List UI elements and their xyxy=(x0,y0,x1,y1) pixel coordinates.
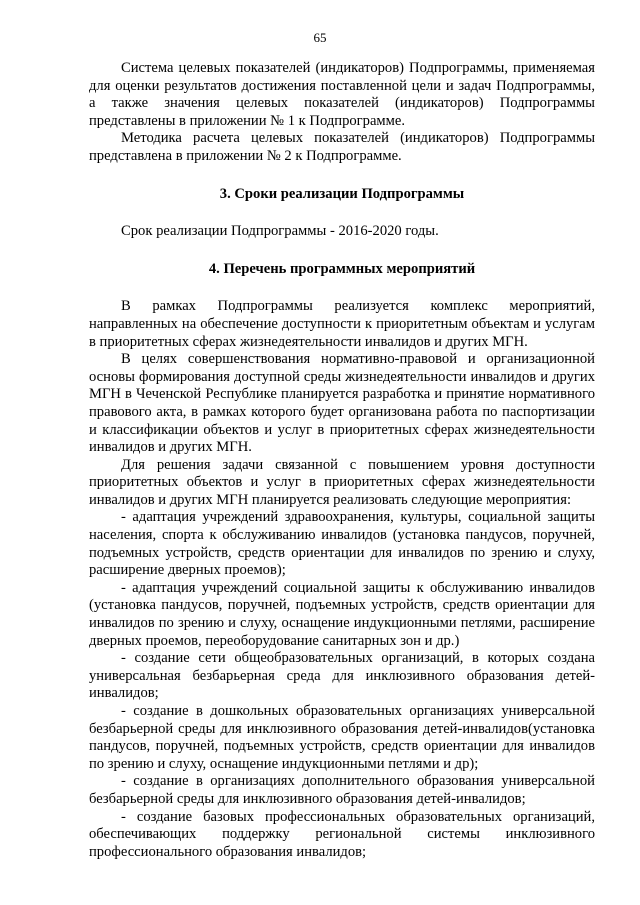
page-content xyxy=(89,60,595,861)
page-number: 65 xyxy=(313,30,327,45)
list-item-professional-education: - создание базовых профессиональных образовательных организаций, обеспечивающих поддержку региональной системы инклюзивного профессионального образования инвалидов; xyxy=(89,808,595,860)
paragraph-measures-intro: В рамках Подпрограммы реализуется комплекс мероприятий, направленных на обеспечение доступности к приоритетным объектам и услугам в приоритетных сферах жизнедеятельности инвалидов и других МГН. xyxy=(89,298,595,350)
paragraph-implementation-period: Срок реализации Подпрограммы - 2016-2020 годы. xyxy=(121,223,439,240)
section-3-heading: 3. Сроки реализации Подпрограммы xyxy=(219,185,465,202)
paragraph-task-solution: Для решения задачи связанной с повышением уровня доступности приоритетных объектов и услуг в приоритетных сферах жизнедеятельности инвалидов и других МГН планируется реализовать следующие мероприятия: xyxy=(89,456,595,508)
list-item-preschool-environment: - создание в дошкольных образовательных организациях универсальной безбарьерной среды для инклюзивного образования детей-инвалидов(установка пандусов, поручней, подъемных устройств, средств ориентации для инвалидов по зрению и слуху, оснащение индукционными петлями и др); xyxy=(89,703,595,772)
paragraph-indicators-method: Методика расчета целевых показателей (индикаторов) Подпрограммы представлена в приложении № 2 к Подпрограмме. xyxy=(89,130,595,164)
list-item-adaptation-social-protection: - адаптация учреждений социальной защиты к обслуживанию инвалидов (установка пандусов, поручней, подъемных устройств, средств ориентации для инвалидов по зрению и слуху, оснащение индукционными петлями, расширение дверных проемов, переоборудование санитарных зон и др.) xyxy=(89,579,595,649)
paragraph-regulatory-framework: В целях совершенствования нормативно-правовой и организационной основы формирования доступной среды жизнедеятельности инвалидов и других МГН в Чеченской Республике планируется разработка и принятие нормативного правового акта, в рамках которого будет организована работа по паспортизации и классификации объектов и услуг в приоритетных сферах жизнедеятельности инвалидов и других МГН. xyxy=(89,351,595,456)
list-item-adaptation-health-culture: - адаптация учреждений здравоохранения, культуры, социальной защиты населения, спорта к обслуживанию инвалидов (установка пандусов, поручней, подъемных устройств, средств ориентации для инвалидов по зрению и слуху, расширение дверных проемов); xyxy=(89,509,595,579)
list-item-general-education-network: - создание сети общеобразовательных организаций, в которых создана универсальная безбарьерная среда для инклюзивного образования детей-инвалидов; xyxy=(89,650,595,702)
paragraph-indicators-system: Система целевых показателей (индикаторов) Подпрограммы, применяемая для оценки результатов достижения поставленной цели и задач Подпрограммы, а также значения целевых показателей (индикаторов) Подпрограммы представлены в приложении № 1 к Подпрограмме. xyxy=(89,60,595,129)
section-4-heading: 4. Перечень программных мероприятий xyxy=(208,260,476,277)
list-item-additional-education: - создание в организациях дополнительного образования универсальной безбарьерной среды для инклюзивного образования детей-инвалидов; xyxy=(89,773,595,807)
